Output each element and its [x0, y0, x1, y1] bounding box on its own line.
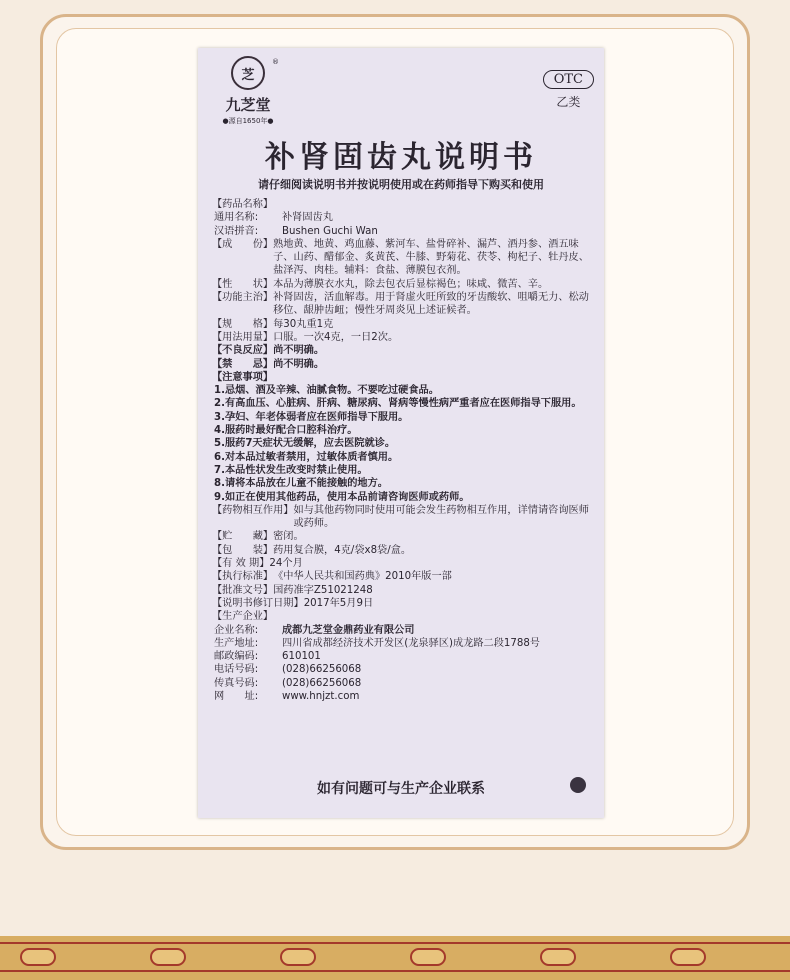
seal-icon: 芝: [231, 56, 265, 90]
address-value: 四川省成都经济技术开发区(龙泉驿区)成龙路二段1788号: [282, 637, 540, 649]
approval-row: [212, 584, 592, 597]
spec-value: 每30丸重1克: [273, 318, 334, 330]
revision-label: 【说明书修订日期】: [212, 597, 304, 609]
list-item: 6.对本品过敏者禁用，过敏体质者慎用。: [214, 451, 399, 463]
fax-row: [212, 677, 592, 690]
standard-row: [212, 570, 592, 583]
decorative-band: [0, 936, 790, 980]
usage-value: 口服。一次4克，一日2次。: [273, 331, 399, 343]
dot-icon: [570, 777, 586, 793]
page-title: 补肾固齿丸说明书: [265, 140, 537, 175]
company-name-label: 企业名称:: [214, 624, 259, 636]
spec-row: [212, 318, 592, 331]
tel-label: 电话号码:: [214, 664, 259, 676]
company-name-row: [212, 624, 592, 637]
list-item: 9.如正在使用其他药品，使用本品前请咨询医师或药师。: [214, 491, 470, 503]
list-item: 1.忌烟、酒及辛辣、油腻食物。不要吃过硬食品。: [214, 385, 439, 397]
tel-row: [212, 663, 592, 676]
indications-value: 补肾固齿，活血解毒。用于肾虚火旺所致的牙齿酸软、咀嚼无力、松动移位、龈肿齿衄；慢性牙周炎见上述证候者。: [273, 292, 589, 317]
band-line-bottom: [0, 970, 790, 972]
ingredients-label: 【成 份】: [212, 238, 274, 250]
knot-icon: [410, 948, 446, 966]
validity-row: [212, 557, 592, 570]
ingredients-value: 熟地黄、地黄、鸡血藤、紫河车、盐骨碎补、漏芦、酒丹参、酒五味子、山药、醋郁金、炙黄芪、牛膝、野菊花、茯苓、枸杞子、牡丹皮、盐泽泻、肉桂。辅料：食盐、薄膜包衣剂。: [273, 238, 589, 277]
web-label: 网 址:: [214, 690, 259, 702]
knot-icon: [150, 948, 186, 966]
fax-label: 传真号码:: [214, 677, 259, 689]
list-item: 4.服药时最好配合口腔科治疗。: [214, 425, 358, 437]
adverse-row: [212, 344, 592, 357]
indications-row: [212, 291, 592, 318]
spec-label: 【规 格】: [212, 318, 274, 330]
storage-label: 【贮 藏】: [212, 531, 274, 543]
address-row: [212, 637, 592, 650]
list-item: 5.服药7天症状无缓解，应去医院就诊。: [214, 438, 396, 450]
validity-label: 【有 效 期】: [212, 558, 270, 570]
web-row: [212, 690, 592, 703]
registered-mark: ®: [272, 58, 279, 66]
instruction-body: [212, 198, 592, 703]
knot-icon: [670, 948, 706, 966]
contra-label: 【禁 忌】: [212, 358, 274, 370]
list-item: 2.有高血压、心脏病、肝病、糖尿病、肾病等慢性病严重者应在医师指导下服用。: [214, 398, 582, 410]
brand-logo: [208, 56, 288, 136]
tel-value: (028)66256068: [282, 664, 362, 676]
zip-value: 610101: [282, 651, 321, 663]
manufacturer-heading: 【生产企业】: [212, 611, 274, 623]
zip-row: [212, 650, 592, 663]
knot-icon: [540, 948, 576, 966]
knot-icon: [280, 948, 316, 966]
zip-label: 邮政编码:: [214, 651, 259, 663]
character-label: 【性 状】: [212, 278, 274, 290]
storage-row: [212, 530, 592, 543]
package-row: [212, 544, 592, 557]
standard-label: 【执行标准】: [212, 571, 274, 583]
common-name-value: 补肾固齿丸: [282, 212, 333, 224]
precautions-heading: 【注意事项】: [212, 371, 274, 383]
pinyin-value: Bushen Guchi Wan: [282, 225, 378, 237]
precautions-list: [212, 384, 592, 504]
common-name-label: 通用名称:: [214, 212, 259, 224]
common-name-row: [212, 211, 592, 224]
validity-value: 24个月: [269, 558, 303, 570]
revision-value: 2017年5月9日: [303, 597, 374, 609]
list-item: 8.请将本品放在儿童不能接触的地方。: [214, 478, 388, 490]
adverse-label: 【不良反应】: [212, 345, 274, 357]
revision-row: [212, 597, 592, 610]
interaction-value: 如与其他药物同时使用可能会发生药物相互作用，详情请咨询医师或药师。: [293, 504, 589, 530]
knot-icon: [20, 948, 56, 966]
band-line-top: [0, 942, 790, 944]
package-label: 【包 装】: [212, 544, 274, 556]
pinyin-row: [212, 225, 592, 238]
approval-label: 【批准文号】: [212, 584, 274, 596]
web-value: www.hnjzt.com: [282, 690, 360, 702]
character-value: 本品为薄膜衣水丸，除去包衣后显棕褐色；味咸、微苦、辛。: [273, 278, 549, 290]
adverse-value: 尚不明确。: [273, 345, 325, 357]
instruction-sheet: [198, 48, 604, 818]
ingredients-row: [212, 238, 592, 278]
interaction-row: [212, 504, 592, 531]
otc-badge: OTC: [543, 70, 594, 89]
package-value: 药用复合膜，4克/袋x8袋/盒。: [273, 544, 412, 556]
usage-row: [212, 331, 592, 344]
brand-name: 九芝堂: [225, 96, 271, 114]
address-label: 生产地址:: [214, 637, 259, 649]
usage-notice: 请仔细阅读说明书并按说明使用或在药师指导下购买和使用: [258, 178, 544, 191]
otc-class: 乙类: [556, 95, 581, 109]
list-item: 3.孕妇、年老体弱者应在医师指导下服用。: [214, 411, 409, 423]
list-item: 7.本品性状发生改变时禁止使用。: [214, 464, 368, 476]
character-row: [212, 278, 592, 291]
contra-row: [212, 358, 592, 371]
storage-value: 密闭。: [273, 531, 304, 543]
company-name-value: 成都九芝堂金鼎药业有限公司: [282, 624, 415, 636]
standard-value: 《中华人民共和国药典》2010年版一部: [273, 571, 452, 583]
approval-value: 国药准字Z51021248: [273, 584, 373, 596]
drug-name-heading: 【药品名称】: [212, 199, 274, 210]
contact-note: 如有问题可与生产企业联系: [317, 781, 485, 797]
indications-label: 【功能主治】: [212, 292, 274, 304]
brand-since: ●源自1650年●: [222, 117, 274, 125]
fax-value: (028)66256068: [282, 677, 362, 689]
otc-mark: [543, 70, 594, 110]
contra-value: 尚不明确。: [273, 358, 325, 370]
pinyin-label: 汉语拼音:: [214, 225, 259, 237]
usage-label: 【用法用量】: [212, 331, 274, 343]
interaction-label: 【药物相互作用】: [212, 504, 294, 516]
